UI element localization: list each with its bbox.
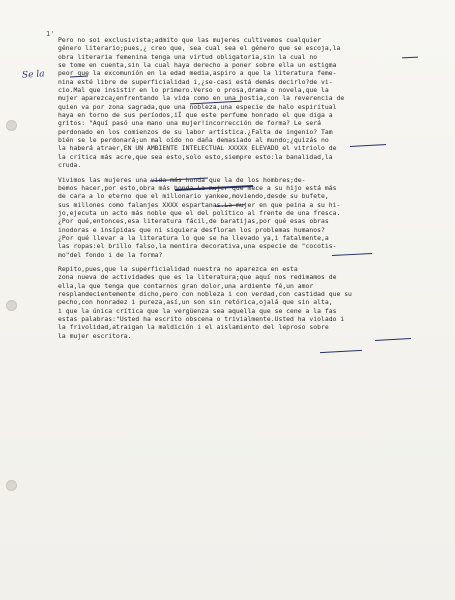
- handwritten-margin-note: Se la: [21, 69, 45, 81]
- text-line: pecho,con honradez i pureza,así,un son sin retórica,ojalá que sin alta,: [58, 298, 333, 307]
- text-line: estas palabras:"Usted ha escrito obscena o trivialmente.Usted ha violado i: [58, 315, 345, 323]
- text-line: mujer aparezca¿enfrentando la vida como en una hostia,con la reverencia de: [58, 94, 345, 103]
- text-line: Repito,pues,que la superficialidad nuestra no aparezca en esta: [58, 264, 298, 273]
- text-line: bemos hacer,por esto,obra más honda.La mujer que mece a su hijo está más: [58, 183, 337, 192]
- text-line: i que la única crítica que la vergüenza sea aquella que se cene a la fas: [58, 306, 337, 315]
- text-line: mo"del fondo i de la forma?: [58, 250, 163, 259]
- text-line: Vivimos las mujeres una vida más honda que la de los hombres;de-: [58, 175, 306, 184]
- text-line: haya en torno de sus períodos,iÍ que este perfume honrado el que diga a: [58, 111, 333, 120]
- punch-hole: [6, 120, 17, 131]
- paragraph-1: [58, 36, 448, 170]
- text-line: nina esté libre de superficialidad i,¿se-casi está demás decirlo?de vi-: [58, 77, 333, 86]
- text-line: perdonado en los comienzos de su labor artística.¿Falta de ingenio? Tam: [58, 127, 333, 136]
- text-line: la frivolidad,atraigan la maldición i el aislamiento del leproso sobre: [58, 323, 329, 332]
- text-line: ¿Por qué,entonces,esa literatura fácil,de baratijas,por qué esas obras: [58, 217, 329, 226]
- ink-strike: [320, 350, 362, 353]
- text-line: peor que la excomunión en la edad media,aspiro a que la literatura feme-: [58, 69, 337, 78]
- text-line: se tome en cuenta,sin la cual haya derecho a poner sobre ella un estigma: [58, 61, 337, 70]
- text-line: bién se le perdonará;un mal oído no daña demasiado al mundo;¿quizás no: [58, 136, 329, 145]
- text-line: zona nueva de actividades que es la literatura;que aquí nos redimamos de: [58, 273, 337, 282]
- text-line: gritos: "Aquí pasó una mano una mujer!incorrección de forma? Le será: [58, 119, 321, 128]
- text-line: obra literaria femenina tenga una virtud obligatoria,sin la cual no: [58, 52, 318, 61]
- paragraph-2: [58, 176, 448, 259]
- text-line: inodoras e insípidas que ni siquiera desfloran los problemas humanos?: [58, 225, 325, 234]
- text-line: la crítica más acre,que sea esto,solo esto,siempre esto:la banalidad,la: [58, 152, 333, 161]
- typewritten-body: [58, 36, 448, 340]
- text-line: género literario;pues,¿ creo que, sea cual sea el género que se escoja,la: [58, 44, 341, 53]
- text-line: ella,la que tenga que contarnos gran dolor,una ardiente fé,un amor: [58, 281, 314, 290]
- text-line: la haberá atraer,EN UN AMBIENTE INTELECTUAL XXXXX ELEVADO el vitriolo de: [58, 144, 337, 153]
- text-line: resplandecientemente dicho,pero con nobleza i con verdad,con castidad que su: [58, 289, 352, 298]
- paragraph-3: [58, 265, 448, 340]
- punch-hole: [6, 300, 17, 311]
- punch-hole: [6, 480, 17, 491]
- text-line: cruda.: [58, 161, 82, 170]
- text-line: cio.Mal que insistir en lo primero.Verso o prosa,drama o novela,que la: [58, 86, 329, 95]
- text-line: de cara a lo eterno que el millonario yankee,moviendo,desde su bufete,: [58, 192, 329, 201]
- text-line: ¿Por qué llevar a la literatura lo que se ha llevado ya,i fatalmente,a: [58, 233, 329, 242]
- page-number: 1': [46, 30, 55, 38]
- text-line: sus millones como falanjes XXXX espartanas.La mujer en que peina a su hi-: [58, 200, 341, 209]
- text-line: Pero no soi exclusivista;admito que las mujeres cultivemos cualquier: [58, 36, 321, 44]
- text-line: jo,ejecuta un acto más noble que el del político al frente de una fresca.: [58, 208, 341, 217]
- text-line: quien va por zona sagrada,que una nobleza,una especie de halo espiritual: [58, 102, 337, 111]
- text-line: las ropas:el brillo falso,la mentira decorativa,una especie de "cocotis-: [58, 242, 337, 251]
- text-line: la mujer escritora.: [58, 331, 132, 340]
